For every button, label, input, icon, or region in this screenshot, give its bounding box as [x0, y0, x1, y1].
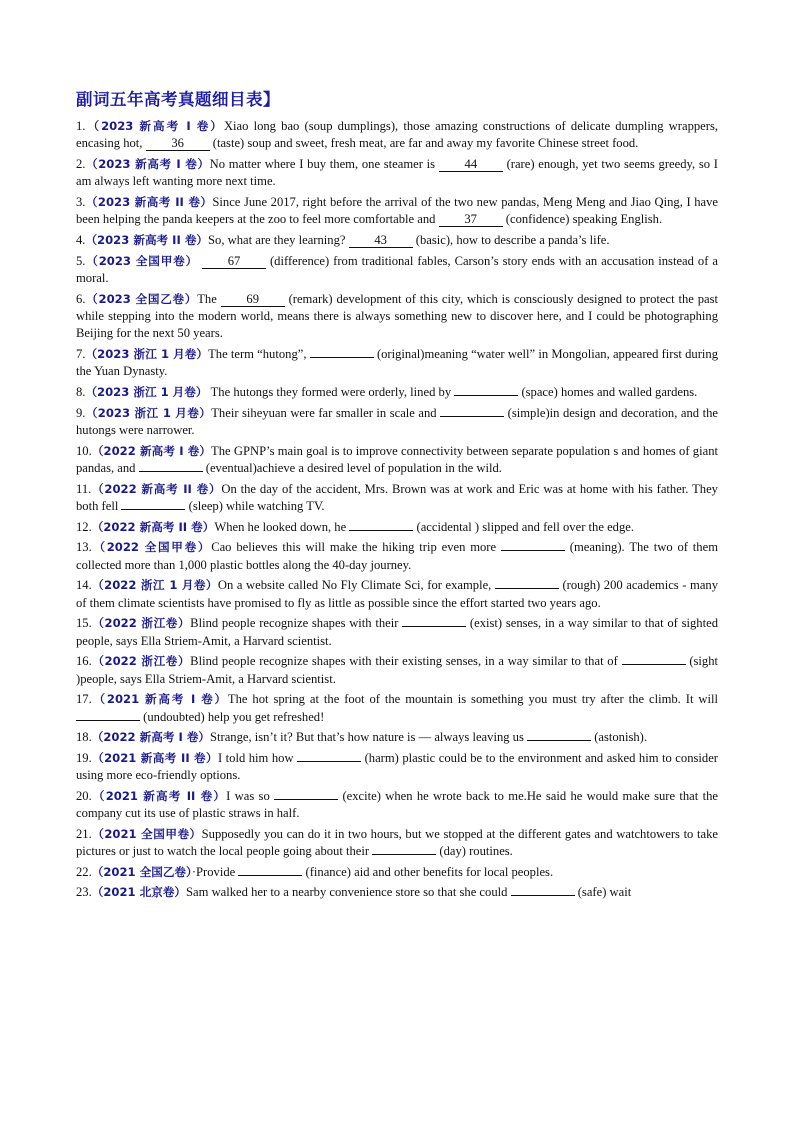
question-text-before: Blind people recognize shapes with their — [190, 616, 399, 631]
answer-blank[interactable] — [622, 664, 686, 665]
question-item — [76, 826, 718, 861]
question-number: 16. — [76, 654, 92, 669]
question-number: 6. — [76, 291, 86, 306]
question-text-after: (meaning). The two of them collected more than 1,000 plastic bottles along the 40-day journey. — [76, 540, 718, 572]
answer-blank[interactable]: 67 — [202, 255, 266, 269]
question-number: 20. — [76, 788, 92, 803]
answer-blank[interactable] — [495, 588, 559, 589]
answer-blank[interactable] — [139, 471, 203, 472]
question-source: （2022 新高考 II 卷） — [91, 481, 222, 496]
answer-blank[interactable] — [440, 416, 504, 417]
question-number: 21. — [76, 826, 92, 841]
question-number: 3. — [76, 195, 86, 209]
answer-blank[interactable] — [454, 395, 518, 396]
question-text-after: (basic), how to describe a panda’s life. — [415, 233, 610, 247]
question-number: 13. — [76, 540, 92, 555]
question-item — [76, 118, 718, 153]
question-text-before: When he looked down, he — [214, 519, 347, 534]
question-number: 17. — [76, 692, 92, 707]
question-item — [76, 750, 718, 785]
question-number: 2. — [76, 157, 86, 171]
question-text-before: Blind people recognize shapes with their existing senses, in a way similar to that of — [190, 654, 618, 669]
answer-blank[interactable] — [76, 720, 140, 721]
question-item — [76, 884, 718, 901]
answer-blank[interactable] — [274, 799, 338, 800]
question-number: 11. — [76, 481, 92, 496]
question-source: （2022 浙江 1 月卷） — [91, 578, 218, 593]
question-text-before: The term “hutong”, — [208, 347, 307, 361]
answer-blank[interactable] — [310, 357, 374, 358]
question-number: 18. — [76, 730, 92, 745]
question-item — [76, 519, 718, 536]
question-number: 12. — [76, 519, 92, 534]
question-source: （2021 新高考 I 卷） — [91, 692, 228, 707]
question-source: （2023 新高考 I 卷） — [85, 157, 210, 171]
question-item — [76, 481, 718, 516]
question-item — [76, 384, 718, 401]
question-text-after: (excite) when he wrote back to me.He said he would make sure that the company cut its use of plastic straws in half. — [76, 788, 718, 821]
answer-blank[interactable]: 36 — [146, 137, 210, 151]
question-text-before: No matter where I buy them, one steamer is — [209, 157, 436, 171]
question-text-before: On a website called No Fly Climate Sci, for example, — [217, 578, 492, 593]
answer-blank[interactable]: 69 — [221, 293, 285, 307]
answer-blank[interactable] — [511, 895, 575, 896]
answer-blank[interactable] — [527, 740, 591, 741]
answer-blank[interactable] — [121, 509, 185, 510]
question-text-before: The hutongs they formed were orderly, lined by — [207, 385, 452, 399]
question-source: （2023 新高考 I 卷） — [85, 119, 224, 133]
answer-blank[interactable]: 44 — [439, 158, 503, 172]
question-number: 19. — [76, 750, 92, 765]
question-text-before: So, what are they learning? — [208, 233, 346, 247]
question-number: 4. — [76, 233, 86, 247]
question-item — [76, 253, 718, 288]
question-text-after: (space) homes and walled gardens. — [521, 385, 698, 399]
question-source: （2023 新高考 II 卷） — [85, 233, 209, 247]
question-text-before: The hot spring at the foot of the mountain is something you must try after the climb. It will — [227, 692, 718, 707]
question-list — [76, 118, 718, 905]
question-text-after: (undoubted) help you get refreshed! — [143, 709, 325, 724]
question-text-before: The — [197, 291, 217, 306]
question-text-before: Since June 2017, right before the arrival of the two new pandas, Meng Meng and Jiao Qing, I have been helping the panda keepers at the zoo to feel more comfortable and — [76, 195, 718, 227]
question-number: 15. — [76, 616, 92, 631]
question-text-after: (astonish). — [594, 730, 648, 745]
question-source: （2021 新高考 II 卷） — [91, 750, 218, 765]
question-source: （2022 新高考 I 卷） — [91, 443, 212, 458]
question-source: （2021 新高考 II 卷） — [91, 788, 227, 803]
question-text-before: Supposedly you can do it in two hours, but we stopped at the different gates and watchtowers to take pictures or just to watch the local people going about their — [76, 826, 718, 859]
question-text-after: (eventual)achieve a desired level of population in the wild. — [205, 461, 502, 475]
question-text-after: (exist) senses, in a way similar to that of sighted people, says Ella Striem-Amit, a Harvard scientist. — [76, 616, 718, 648]
question-text-after: (day) routines. — [439, 844, 513, 859]
question-source: （2022 全国甲卷） — [91, 540, 212, 555]
question-text-after: (confidence) speaking English. — [505, 212, 663, 227]
question-text-after: (difference) from traditional fables, Carson’s story ends with an accusation instead of a moral. — [76, 253, 718, 285]
question-source: （2023 全国乙卷） — [85, 291, 198, 306]
question-number: 5. — [76, 253, 86, 268]
question-source: （2023 新高考 II 卷） — [85, 195, 213, 209]
question-item — [76, 346, 718, 381]
question-item — [76, 691, 718, 726]
page-title: 副词五年高考真题细目表】 — [76, 90, 280, 109]
question-text-before: I told him how — [217, 750, 294, 765]
question-text-after: (rough) 200 academics - many of them climate scientists have promised to fly as little as possible since the effort started two years ago. — [76, 578, 718, 610]
question-text-after: (sleep) while watching TV. — [188, 499, 325, 513]
question-item — [76, 577, 718, 612]
question-text-before: Their siheyuan were far smaller in scale and — [211, 405, 437, 420]
question-text-after: (accidental ) slipped and fell over the edge. — [416, 519, 634, 534]
question-text-before: On the day of the accident, Mrs. Brown was at work and Eric was at home with his father. They both fell — [76, 481, 718, 513]
question-text-before: Cao believes this will make the hiking trip even more — [211, 540, 497, 555]
answer-blank[interactable] — [501, 550, 565, 551]
question-item — [76, 405, 718, 440]
question-source: （2021 北京卷） — [91, 885, 187, 900]
answer-blank[interactable] — [238, 875, 302, 876]
question-text-after: (rare) enough, yet two seems greedy, so I am always left wanting more next time. — [76, 157, 718, 189]
question-number: 1. — [76, 119, 86, 133]
question-item — [76, 539, 718, 574]
answer-blank[interactable] — [349, 530, 413, 531]
question-number: 23. — [76, 885, 92, 900]
question-text-after: (original)meaning “water well” in Mongolian, appeared first during the Yuan Dynasty. — [76, 347, 718, 379]
question-number: 9. — [76, 405, 86, 420]
question-source: （2022 浙江卷） — [91, 616, 191, 631]
question-item — [76, 615, 718, 650]
question-text-before: Sam walked her to a nearby convenience store so that she could — [186, 885, 508, 900]
question-item — [76, 653, 718, 688]
question-item — [76, 729, 718, 746]
question-source: （2023 浙江 1 月卷） — [85, 405, 212, 420]
question-number: 7. — [76, 347, 86, 361]
question-item — [76, 232, 718, 249]
question-item — [76, 291, 718, 343]
question-number: 14. — [76, 578, 92, 593]
answer-blank[interactable] — [372, 854, 436, 855]
question-text-after: (simple)in design and decoration, and the hutongs were narrower. — [76, 405, 718, 437]
question-text-before: I was so — [226, 788, 270, 803]
question-text-before: Strange, isn’t it? But that’s how nature is — always leaving us — [210, 730, 524, 745]
answer-blank[interactable] — [402, 626, 466, 627]
question-item — [76, 788, 718, 823]
question-text-before: ·Provide — [191, 864, 236, 879]
question-item — [76, 443, 718, 478]
question-text-after: (remark) development of this city, which is consciously designed to protect the past while stepping into the modern world, means there is always something new to discover here, and I could be photographing Beijing for the next 50 years. — [76, 291, 718, 341]
question-text-before: The GPNP’s main goal is to improve connectivity between separate population s and homes of giant pandas, and — [76, 443, 718, 475]
question-source: （2022 新高考 I 卷） — [91, 730, 211, 745]
question-source: （2021 全国甲卷） — [91, 826, 202, 841]
answer-blank[interactable] — [297, 761, 361, 762]
answer-blank[interactable]: 43 — [349, 234, 413, 248]
question-source: （2022 新高考 II 卷） — [91, 519, 215, 534]
question-source: （2023 全国甲卷） — [85, 253, 199, 268]
answer-blank[interactable]: 37 — [439, 213, 503, 227]
question-source: （2021 全国乙卷） — [91, 864, 192, 879]
question-number: 8. — [76, 385, 86, 399]
question-item — [76, 156, 718, 191]
question-text-after: (safe) wait — [577, 885, 632, 900]
question-source: （2023 浙江 1 月卷） — [85, 347, 209, 361]
question-number: 10. — [76, 443, 92, 458]
question-item — [76, 194, 718, 229]
question-text-after: (harm) plastic could be to the environment and asked him to consider using more eco-friendly options. — [76, 750, 718, 783]
question-item — [76, 864, 718, 881]
question-text-after: (sight )people, says Ella Striem-Amit, a Harvard scientist. — [76, 654, 718, 686]
question-text-after: (finance) aid and other benefits for local peoples. — [305, 864, 554, 879]
question-text-after: (taste) soup and sweet, fresh meat, are far and away my favorite Chinese street food. — [212, 136, 639, 151]
question-number: 22. — [76, 864, 92, 879]
question-text-before: Xiao long bao (soup dumplings), those amazing constructions of delicate dumpling wrappers, encasing hot, — [76, 119, 718, 151]
question-source: （2022 浙江卷） — [91, 654, 191, 669]
question-source: （2023 浙江 1 月卷） — [85, 385, 208, 399]
